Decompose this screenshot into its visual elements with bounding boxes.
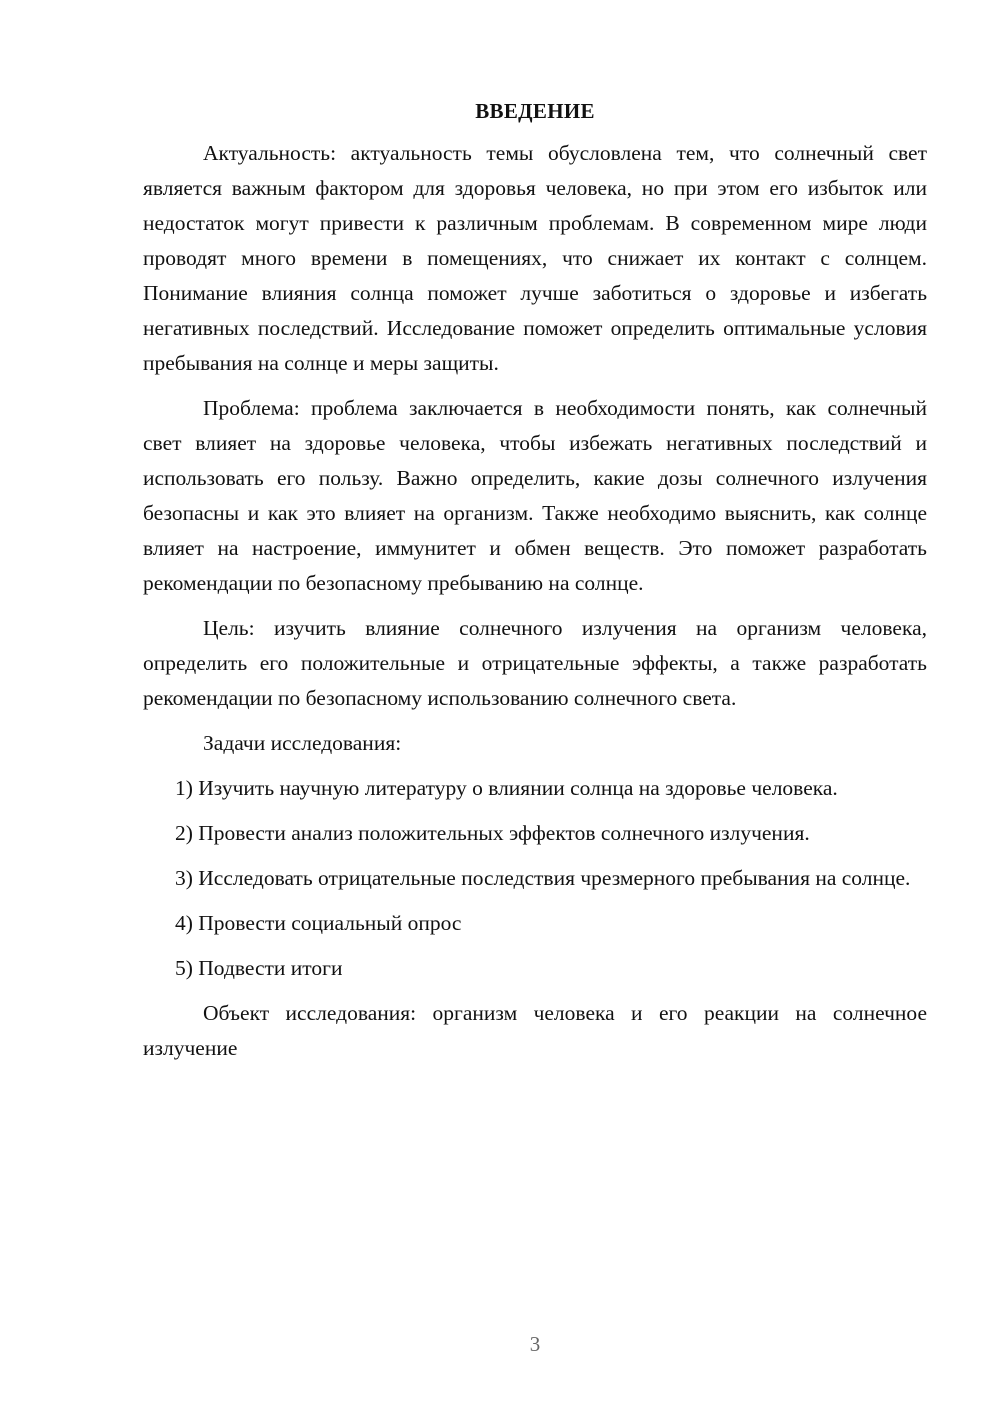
page-number: 3: [529, 1332, 541, 1356]
paragraph-problem: Проблема: проблема заключается в необходимости понять, как солнечный свет влияет на здоровье человека, чтобы избежать негативных последствий и использовать его пользу. Важно определить, какие дозы солнечного излучения безопасны и как это влияет на организм. Также необходимо выяснить, как солнце влияет на настроение, иммунитет и обмен веществ. Это поможет разработать рекомендации по безопасному пребыванию на солнце.: [143, 396, 927, 595]
paragraph-object: Объект исследования: организм человека и его реакции на солнечное излучение: [143, 1001, 927, 1060]
task-item: 4) Провести социальный опрос: [175, 911, 462, 935]
section-title: ВВЕДЕНИЕ: [475, 99, 595, 123]
task-item: 3) Исследовать отрицательные последствия чрезмерного пребывания на солнце.: [175, 866, 911, 890]
paragraph-goal: Цель: изучить влияние солнечного излучения на организм человека, определить его положительные и отрицательные эффекты, а также разработать рекомендации по безопасному использованию солнечного света.: [143, 616, 927, 710]
paragraph-tasks-heading: Задачи исследования:: [203, 731, 402, 755]
paragraph-relevance: Актуальность: актуальность темы обусловлена тем, что солнечный свет является важным фактором для здоровья человека, но при этом его избыток или недостаток могут привести к различным проблемам. В современном мире люди проводят много времени в помещениях, что снижает их контакт с солнцем. Понимание влияния солнца поможет лучше заботиться о здоровье и избегать негативных последствий. Исследование поможет определить оптимальные условия пребывания на солнце и меры защиты.: [143, 141, 927, 375]
task-item: 1) Изучить научную литературу о влиянии солнца на здоровье человека.: [175, 776, 838, 800]
task-item: 5) Подвести итоги: [175, 956, 343, 980]
task-item: 2) Провести анализ положительных эффектов солнечного излучения.: [175, 821, 810, 845]
page-content: [143, 94, 927, 1076]
